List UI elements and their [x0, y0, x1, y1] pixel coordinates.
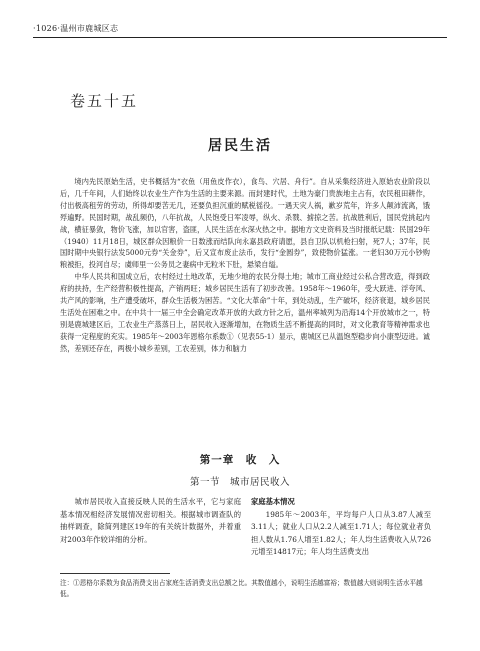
left-column-paragraph: 城市居民收入直接反映人民的生活水平，它与家庭基本情况相经济发展情况密切相关。根据城市调查队的抽样调查，除简列建区19年的有关统计数据外，并着重对2003年作较详细的分析。: [60, 497, 241, 544]
right-column-heading: 家庭基本情况: [251, 497, 295, 506]
preface: [60, 176, 430, 355]
volume-title: 卷五十五: [70, 92, 139, 110]
header-rule: [33, 37, 447, 38]
preface-paragraph-2: 中华人民共和国成立后，农村经过土地改革，无地少地的农民分得土地；城市工商业经过公私合营改造，得到政府的扶持，生产经营积极性提高，产销两旺；城乡居民生活有了初步改善。1958年～1960年，受大跃进、浮夸风、共产风的影响，生产遭受破坏，群众生活极为困苦。“文化大革命”十年，到处动乱，生产破坏，经济衰退，城乡居民生活处在困难之中。在中共十一届三中全会确定改革开放的大政方针之后，温州率城列为沿海14个开放城市之一，特别是鹿城建区后，工农业生产蒸蒸日上，居民收入逐渐增加，在物质生活不断提高的同时，对文化教育等精神需求也获得一定程度的充实。1985年～2003年恩格尔系数①（见表55-1）显示，鹿城区已从温饱型稳步向小康型迈进。诚然，差别还存在，两极小城乡差别，工农差别，体力和脑力: [60, 272, 430, 353]
left-column: [60, 496, 241, 546]
subsection-title: 第一节 城市居民收入: [189, 477, 290, 488]
footnote: 注：①恩格尔系数为食品消费支出占家庭生活消费支出总额之比。其数值越小，说明生活越富裕；数值越大则说明生活水平越低。: [60, 579, 423, 598]
preface-paragraph-1: 境内先民原始生活，史书概括为“衣鱼（用鱼皮作衣），食鸟、穴居、舟行”。自从采集经济进入原始农业阶段以后，几千年间，人们始终以农业生产作为生活的主要来源。而封建时代，土地为豪门贵族地主占有，农民租田耕作，付出极高租劳的劳动，所得却要苦无几，还要负担沉重的赋税徭役。一遇天灾人祸，歉岁荒年，许多人颠沛流离，饿殍遍野。民国时期，战乱频仍，八年抗战，人民饱受日军凌辱，纵火、杀戮、掳掠之苦。抗战胜利后，国民党挑起内战，横征暴敛，物价飞涨，加以官害，盗匪，人民生活在水深火热之中。据地方文史资料及当时报纸记载：民国29年（1940）11月18日，城区群众因粮价一日数涨而结队向永嘉县政府请愿，县自卫队以机枪扫射，死7人；37年，民国时期中央银行法发5000元券“关金券”，后又宣布废止法币，发行“金圆券”，致使物价猛涨。一老妇30万元小钞购粮被拒，投河自尽；虞师里一公务员之妻病中无粒米下肚，悬梁自缢。: [60, 177, 430, 270]
right-column: [251, 496, 431, 559]
chapter-title: 居民生活: [208, 138, 272, 154]
running-header: ·1026·温州市鹿城区志: [33, 24, 119, 33]
section-title: 第一章 收 入: [199, 454, 281, 466]
right-column-paragraph: 1985年～2003年，平均每户人口从3.87人减至3.11人；就业人口从2.2人减至1.71人；每位就业者负担人数从1.76人增至1.82人；年人均生活费收入从726元增至14817元；年人均生活费支出: [251, 509, 431, 557]
footnote-rule: [60, 573, 170, 574]
